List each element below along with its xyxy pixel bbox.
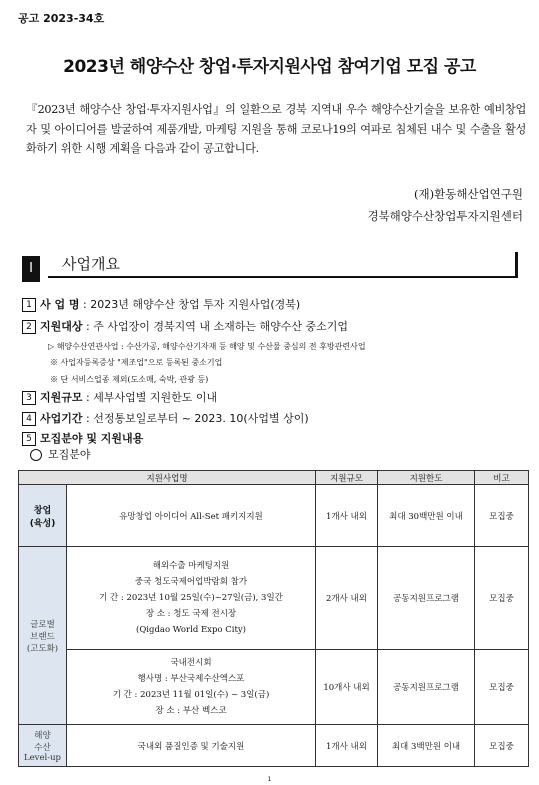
col-limit: 지원한도 [378,471,475,485]
item-period [22,410,309,426]
item-label: 지원규모 [40,391,83,404]
note-cell: 모집중 [475,650,529,725]
category-line: 글로벌 [30,619,55,630]
program-line: 국내전시회 [170,658,212,668]
item-label: 지원대상 [40,320,83,333]
category-line: 브랜드 [30,631,55,642]
program-line: (Qigdao World Expo City) [136,625,246,635]
category-cell [19,725,67,767]
program-name: 국내외 품질인증 및 기술지원 [137,741,245,752]
limit-cell: 공동지원프로그램 [378,547,475,650]
support-table [18,470,529,767]
section-title: 사업개요 [48,252,518,278]
table-row [19,547,529,650]
notice-number: 공고 2023-34호 [18,12,105,25]
program-name: 유망창업 아이디어 All-Set 패키지지원 [119,511,263,522]
item-number: 1 [22,298,36,312]
note-cell: 모집중 [475,547,529,650]
note-cell: 모집중 [475,485,529,547]
col-note: 비고 [475,471,529,485]
item-value: : 주 사업장이 경북지역 내 소재하는 해양수산 중소기업 [82,320,348,333]
note-cell: 모집중 [475,725,529,767]
category-cell [19,485,67,547]
recruit-label: 모집분야 [48,448,91,461]
item-number: 5 [22,432,36,446]
table-row [19,725,529,767]
program-cell [67,485,316,547]
program-cell [67,725,316,767]
limit-cell: 공동지원프로그램 [378,650,475,725]
program-cell [67,650,316,725]
col-scale: 지원규모 [316,471,378,485]
program-line: 장 소 : 청도 국제 전시장 [145,609,237,619]
signature-institute: (재)환동해산업연구원 [414,187,523,201]
program-line: 장 소 : 부산 벡스코 [155,706,227,716]
item-number: 3 [22,391,36,405]
category-line: 창업 [33,505,52,516]
recruit-subheading [30,446,91,462]
item-value: : 2023년 해양수산 창업 투자 지원사업(경북) [79,298,301,311]
item-value: : 선정통보일로부터 ~ 2023. 10(사업별 상이) [82,412,309,425]
scale-cell: 10개사 내외 [316,650,378,725]
intro-paragraph: 『2023년 해양수산 창업·투자지원사업』의 일환으로 경북 지역내 우수 해양수산기술을 보유한 예비창업자 및 아이디어를 발굴하여 제품개발, 마케팅 지원을 통해 코로나19의 여파로 침체된 내수 및 수출을 활성화하기 위한 시행 계획을 다음과 같이 공고합니다. [26,103,526,155]
item-number: 2 [22,320,36,334]
signature-center: 경북해양수산창업투자지원센터 [367,209,523,223]
program-line: 중국 청도국제어업박람회 참가 [134,577,248,587]
item-number: 4 [22,412,36,426]
program-line: 기 간 : 2023년 11월 01일(수) ~ 3일(금) [112,690,270,700]
program-cell [67,547,316,650]
circle-bullet-icon [30,449,42,461]
program-line: 행사명 : 부산국제수산엑스포 [137,674,245,684]
limit-cell: 최대 3백만원 이내 [378,725,475,767]
page-title: 2023년 해양수산 창업·투자지원사업 참여기업 모집 공고 [63,57,476,77]
category-cell [19,547,67,725]
item-project-name [22,296,300,312]
category-line: 해양 [34,730,51,741]
page-number: 1 [267,776,272,783]
item-value: : 세부사업별 지원한도 이내 [82,391,218,404]
item-label: 사 업 명 [40,298,80,311]
table-row [19,650,529,725]
limit-cell: 최대 30백만원 이내 [378,485,475,547]
program-line: 해외수출 마케팅지원 [152,561,230,571]
subnote-manufacturing: ※ 사업자등록증상 "제조업"으로 등록된 중소기업 [50,358,223,367]
item-label: 사업기간 [40,412,83,425]
item-scale [22,389,217,405]
scale-cell: 1개사 내외 [316,725,378,767]
program-line: 기 간 : 2023년 10월 25일(수)~27일(금), 3일간 [99,593,283,603]
category-line: (육성) [29,518,56,529]
subnote-service-excluded: ※ 단 서비스업종 제외(도소매, 숙박, 관광 등) [50,375,209,384]
scale-cell: 2개사 내외 [316,547,378,650]
category-line: (고도화) [26,643,59,654]
category-line: 수산 [34,742,51,753]
category-line: Level-up [23,752,61,763]
item-target [22,318,348,334]
scale-cell: 1개사 내외 [316,485,378,547]
table-header-row [19,471,529,485]
section-number-badge: I [22,256,40,282]
item-label: 모집분야 및 지원내용 [40,432,144,445]
item-recruit-fields [22,430,143,446]
col-program: 지원사업명 [19,471,316,485]
table-row [19,485,529,547]
subnote-related-business: ▷ 해양수산연관사업 : 수산가공, 해양수산기자재 등 해양 및 수산물 중심의 전 후방관련사업 [48,342,366,351]
